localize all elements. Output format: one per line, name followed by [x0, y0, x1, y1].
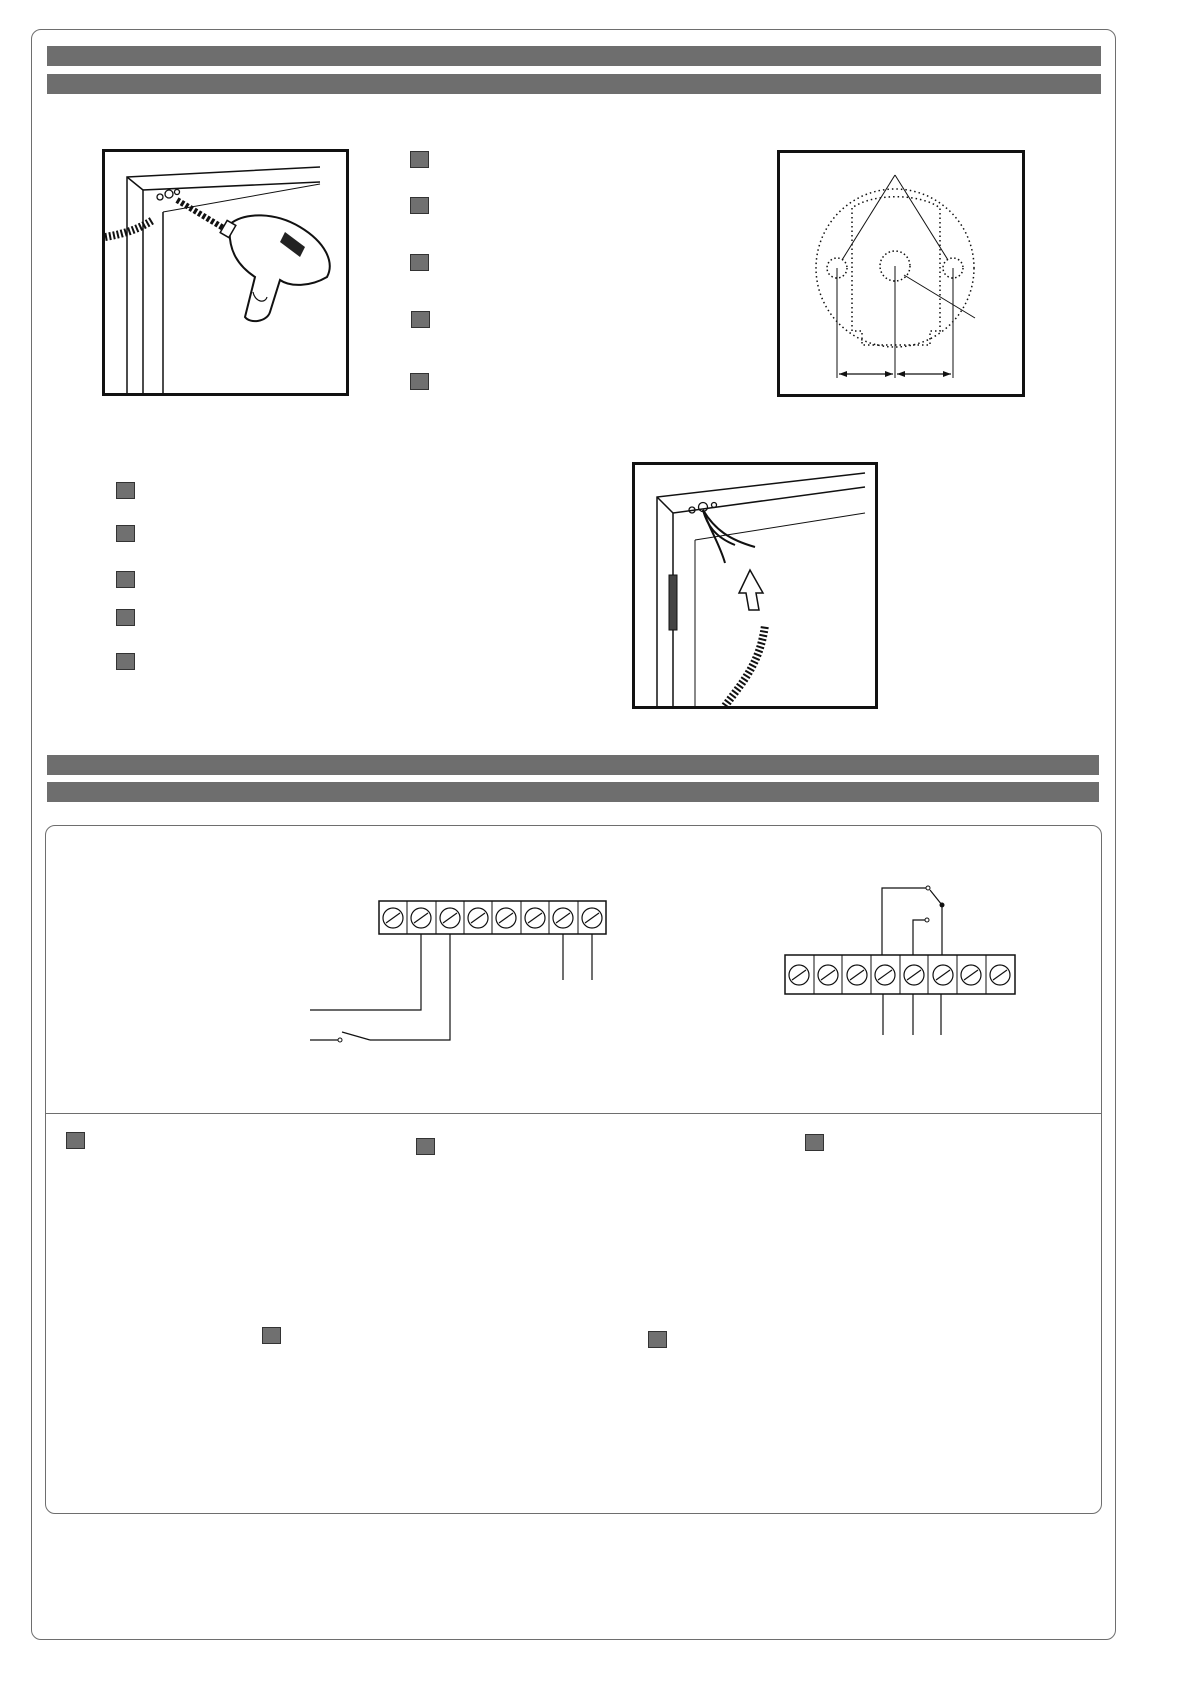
step-marker: [116, 653, 135, 670]
step-marker: [116, 482, 135, 499]
cable-routing-illustration: [632, 462, 878, 709]
step-marker: [410, 254, 429, 271]
cable-routing-icon: [635, 465, 875, 706]
drill-illustration-icon: [105, 152, 346, 393]
wiring-header-bar-secondary: [47, 782, 1099, 802]
mounting-template-diagram: [777, 150, 1025, 397]
step-marker: [116, 609, 135, 626]
wiring-header-bar-primary: [47, 755, 1099, 775]
step-marker: [262, 1327, 281, 1344]
step-marker: [416, 1138, 435, 1155]
step-marker: [648, 1331, 667, 1348]
step-marker: [411, 311, 430, 328]
drill-illustration: [102, 149, 349, 396]
section-header-bar-secondary: [47, 74, 1101, 94]
step-marker: [116, 525, 135, 542]
step-marker: [116, 571, 135, 588]
step-marker: [410, 151, 429, 168]
mounting-template-icon: [780, 153, 1022, 394]
step-marker: [410, 373, 429, 390]
terminal-block-right-icon: [780, 880, 1020, 1040]
section-header-bar-primary: [47, 46, 1101, 66]
step-marker: [66, 1132, 85, 1149]
terminal-block-left-icon: [300, 895, 620, 1065]
terminal-block-left-diagram: [300, 895, 620, 1065]
step-marker: [410, 197, 429, 214]
terminal-block-right-diagram: [780, 880, 1020, 1040]
step-marker: [805, 1134, 824, 1151]
wiring-panel-divider: [46, 1113, 1101, 1114]
